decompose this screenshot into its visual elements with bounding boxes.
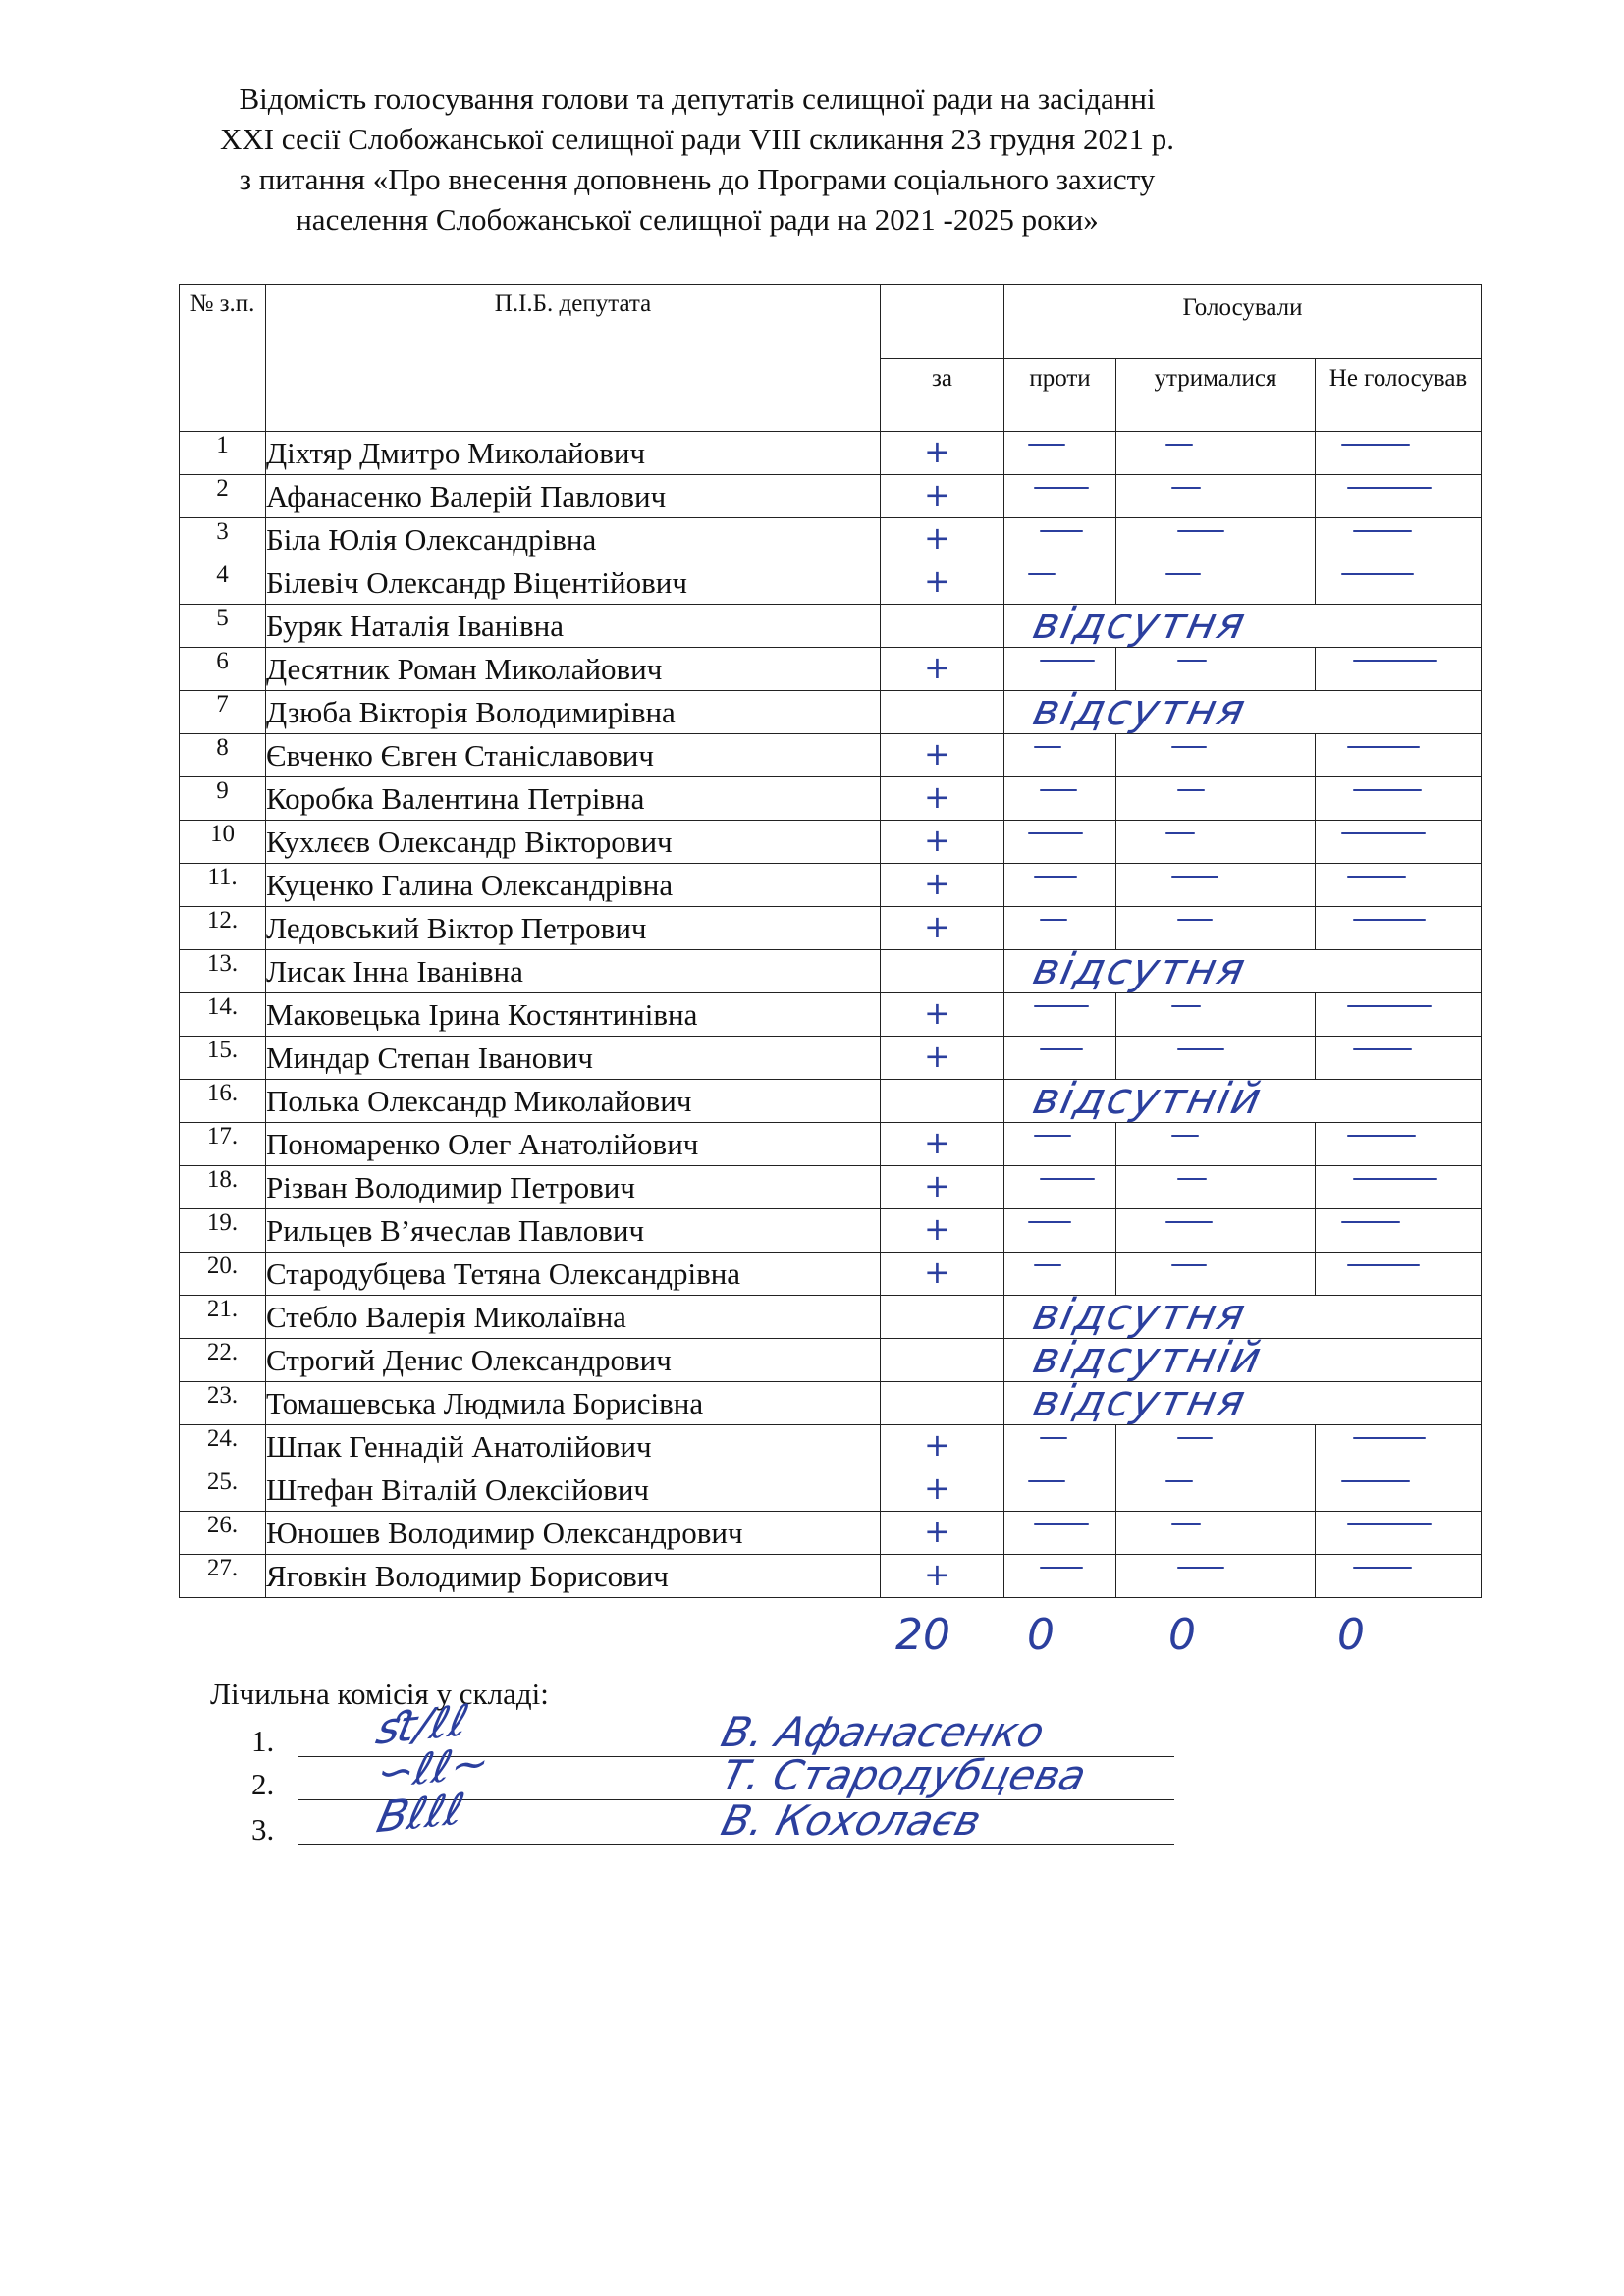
dash-mark (1040, 789, 1077, 791)
cell-not-voted (1316, 1037, 1482, 1080)
plus-mark: + (924, 822, 950, 859)
cell-abstained (1116, 734, 1316, 777)
deputy-name: Пономаренко Олег Анатолійович (266, 1123, 881, 1166)
cell-for (881, 561, 1004, 605)
cell-for (881, 1425, 1004, 1468)
total-for: 20 (895, 1610, 950, 1660)
dash-mark (1353, 919, 1426, 921)
total-not-voted: 0 (1337, 1610, 1365, 1660)
table-row (180, 691, 1482, 734)
deputy-name: Коробка Валентина Петрівна (266, 777, 881, 821)
plus-mark: + (924, 1469, 950, 1507)
document-title (157, 79, 1237, 240)
member-name: В. Афанасенко (716, 1708, 1050, 1756)
commission-label: Лічильна комісія у складі: (210, 1677, 549, 1711)
plus-mark: + (924, 1513, 950, 1550)
dash-mark (1165, 444, 1193, 446)
cell-against (1004, 1209, 1116, 1253)
cell-against (1004, 1123, 1116, 1166)
dash-mark (1165, 573, 1201, 575)
cell-not-voted (1316, 432, 1482, 475)
dash-mark (1040, 919, 1067, 921)
row-num: 8 (180, 734, 266, 777)
row-num: 22. (180, 1339, 266, 1382)
cell-abstained (1116, 432, 1316, 475)
cell-for (881, 1468, 1004, 1512)
total-against: 0 (1027, 1610, 1055, 1660)
dash-mark (1034, 1523, 1089, 1525)
cell-not-voted (1316, 1425, 1482, 1468)
cell-abstained (1116, 1425, 1316, 1468)
cell-abstained (1116, 1209, 1316, 1253)
cell-for (881, 518, 1004, 561)
cell-abstained (1116, 1166, 1316, 1209)
dash-mark (1347, 1135, 1416, 1137)
row-num: 12. (180, 907, 266, 950)
dash-mark (1353, 1178, 1437, 1180)
cell-against (1004, 475, 1116, 518)
deputy-name: Різван Володимир Петрович (266, 1166, 881, 1209)
cell-against (1004, 734, 1116, 777)
title-line-3: з питання «Про внесення доповнень до Програми соціального захисту (239, 162, 1156, 196)
cell-not-voted (1316, 734, 1482, 777)
cell-for (881, 1512, 1004, 1555)
row-num: 27. (180, 1555, 266, 1598)
dash-mark (1171, 1523, 1201, 1525)
table-row (180, 1555, 1482, 1598)
row-num: 18. (180, 1166, 266, 1209)
cell-for (881, 691, 1004, 734)
cell-against (1004, 1253, 1116, 1296)
dash-mark (1341, 1480, 1410, 1482)
plus-mark: + (924, 994, 950, 1032)
row-num: 14. (180, 993, 266, 1037)
dash-mark (1165, 1480, 1193, 1482)
deputy-name: Куценко Галина Олександрівна (266, 864, 881, 907)
table-row (180, 907, 1482, 950)
voting-table (179, 284, 1482, 1598)
cell-abstained (1116, 1555, 1316, 1598)
absent-note: відсутній (1028, 1333, 1268, 1383)
header-against: проти (1004, 359, 1116, 432)
cell-not-voted (1316, 1123, 1482, 1166)
row-num: 15. (180, 1037, 266, 1080)
row-num: 10 (180, 821, 266, 864)
cell-against (1004, 821, 1116, 864)
deputy-name: Білевіч Олександр Віцентійович (266, 561, 881, 605)
dash-mark (1040, 530, 1083, 532)
cell-for (881, 821, 1004, 864)
dash-mark (1034, 1005, 1089, 1007)
dash-mark (1171, 746, 1207, 748)
member-num: 2. (251, 1767, 275, 1801)
row-num: 4 (180, 561, 266, 605)
cell-for (881, 1209, 1004, 1253)
dash-mark (1353, 660, 1437, 662)
cell-for (881, 475, 1004, 518)
member-num: 3. (251, 1812, 275, 1846)
table-row (180, 821, 1482, 864)
row-num: 1 (180, 432, 266, 475)
deputy-name: Юношев Володимир Олександрович (266, 1512, 881, 1555)
table-row (180, 475, 1482, 518)
table-row (180, 734, 1482, 777)
cell-absent (1004, 944, 1482, 994)
dash-mark (1341, 832, 1426, 834)
table-row (180, 1296, 1482, 1339)
cell-for (881, 1037, 1004, 1080)
dash-mark (1171, 487, 1201, 489)
dash-mark (1040, 1178, 1095, 1180)
cell-for (881, 648, 1004, 691)
row-num: 19. (180, 1209, 266, 1253)
cell-for (881, 1080, 1004, 1123)
row-num: 3 (180, 518, 266, 561)
absent-note: відсутня (1028, 1290, 1252, 1340)
deputy-name: Лисак Інна Іванівна (266, 950, 881, 993)
dash-mark (1353, 789, 1422, 791)
table-row (180, 1166, 1482, 1209)
dash-mark (1171, 1005, 1201, 1007)
cell-against (1004, 1468, 1116, 1512)
row-num: 21. (180, 1296, 266, 1339)
cell-not-voted (1316, 1555, 1482, 1598)
dash-mark (1034, 1264, 1061, 1266)
plus-mark: + (924, 476, 950, 513)
plus-mark: + (924, 908, 950, 945)
dash-mark (1177, 1437, 1213, 1439)
dash-mark (1040, 1567, 1083, 1569)
header-voted: Голосували (1004, 285, 1482, 359)
table-row (180, 605, 1482, 648)
cell-for (881, 907, 1004, 950)
cell-against (1004, 1037, 1116, 1080)
cell-not-voted (1316, 864, 1482, 907)
cell-abstained (1116, 1512, 1316, 1555)
absent-note: відсутній (1028, 1074, 1268, 1124)
cell-abstained (1116, 1253, 1316, 1296)
dash-mark (1171, 1264, 1207, 1266)
cell-abstained (1116, 648, 1316, 691)
row-num: 23. (180, 1382, 266, 1425)
dash-mark (1353, 530, 1412, 532)
signature-scribble: ∽ℓℓ∼ (371, 1737, 495, 1799)
plus-mark: + (924, 1210, 950, 1248)
table-row (180, 864, 1482, 907)
deputy-name: Ледовський Віктор Петрович (266, 907, 881, 950)
table-row (180, 1339, 1482, 1382)
cell-abstained (1116, 475, 1316, 518)
table-row (180, 1382, 1482, 1425)
dash-mark (1171, 1135, 1199, 1137)
header-for: за (881, 359, 1004, 432)
cell-against (1004, 648, 1116, 691)
row-num: 16. (180, 1080, 266, 1123)
cell-absent (1004, 685, 1482, 735)
cell-not-voted (1316, 1166, 1482, 1209)
dash-mark (1034, 1135, 1071, 1137)
signature-scribble: ﬆ∕ℓℓ (372, 1695, 473, 1755)
cell-abstained (1116, 907, 1316, 950)
dash-mark (1341, 573, 1414, 575)
row-num: 20. (180, 1253, 266, 1296)
total-abstained: 0 (1168, 1610, 1196, 1660)
cell-absent (1004, 1376, 1482, 1426)
cell-for (881, 993, 1004, 1037)
dash-mark (1040, 660, 1095, 662)
deputy-name: Стебло Валерія Миколаївна (266, 1296, 881, 1339)
cell-not-voted (1316, 475, 1482, 518)
row-num: 17. (180, 1123, 266, 1166)
cell-for (881, 1555, 1004, 1598)
dash-mark (1028, 832, 1083, 834)
table-row (180, 1209, 1482, 1253)
cell-against (1004, 518, 1116, 561)
plus-mark: + (924, 1426, 950, 1464)
cell-abstained (1116, 864, 1316, 907)
dash-mark (1177, 1048, 1224, 1050)
cell-for (881, 1166, 1004, 1209)
absent-note: відсутня (1028, 599, 1252, 649)
dash-mark (1353, 1048, 1412, 1050)
cell-absent (1004, 1333, 1482, 1383)
cell-against (1004, 993, 1116, 1037)
deputy-name: Строгий Денис Олександрович (266, 1339, 881, 1382)
row-num: 9 (180, 777, 266, 821)
dash-mark (1177, 1567, 1224, 1569)
dash-mark (1353, 1437, 1426, 1439)
signature-scribble: Bℓℓℓ (372, 1784, 469, 1843)
header-empty (881, 285, 1004, 359)
deputy-name: Рильцев В’ячеслав Павлович (266, 1209, 881, 1253)
dash-mark (1034, 487, 1089, 489)
plus-mark: + (924, 433, 950, 470)
dash-mark (1177, 789, 1205, 791)
table-row (180, 1425, 1482, 1468)
plus-mark: + (924, 1124, 950, 1161)
cell-against (1004, 561, 1116, 605)
plus-mark: + (924, 1254, 950, 1291)
cell-for (881, 1296, 1004, 1339)
cell-not-voted (1316, 907, 1482, 950)
cell-for (881, 864, 1004, 907)
cell-abstained (1116, 1468, 1316, 1512)
dash-mark (1347, 1264, 1420, 1266)
cell-not-voted (1316, 648, 1482, 691)
table-row (180, 432, 1482, 475)
deputy-name: Буряк Наталія Іванівна (266, 605, 881, 648)
cell-absent (1004, 1290, 1482, 1340)
cell-for (881, 777, 1004, 821)
cell-for (881, 432, 1004, 475)
table-row (180, 1037, 1482, 1080)
absent-note: відсутня (1028, 1376, 1252, 1426)
deputy-name: Афанасенко Валерій Павлович (266, 475, 881, 518)
table-row (180, 561, 1482, 605)
dash-mark (1341, 444, 1410, 446)
cell-against (1004, 1166, 1116, 1209)
dash-mark (1028, 573, 1056, 575)
dash-mark (1028, 444, 1065, 446)
dash-mark (1177, 1178, 1207, 1180)
dash-mark (1341, 1221, 1400, 1223)
cell-for (881, 1123, 1004, 1166)
cell-abstained (1116, 821, 1316, 864)
member-name: Т. Стародубцева (716, 1751, 1092, 1799)
cell-not-voted (1316, 518, 1482, 561)
cell-against (1004, 777, 1116, 821)
deputy-name: Біла Юлія Олександрівна (266, 518, 881, 561)
table-row (180, 1080, 1482, 1123)
cell-abstained (1116, 1037, 1316, 1080)
cell-for (881, 1253, 1004, 1296)
row-num: 5 (180, 605, 266, 648)
deputy-name: Кухлєєв Олександр Вікторович (266, 821, 881, 864)
deputy-name: Дзюба Вікторія Володимирівна (266, 691, 881, 734)
cell-against (1004, 432, 1116, 475)
header-num: № з.п. (180, 285, 266, 432)
dash-mark (1034, 746, 1061, 748)
plus-mark: + (924, 649, 950, 686)
title-line-1: Відомість голосування голови та депутатів селищної ради на засіданні (239, 81, 1156, 116)
deputy-name: Яговкін Володимир Борисович (266, 1555, 881, 1598)
row-num: 2 (180, 475, 266, 518)
cell-not-voted (1316, 1512, 1482, 1555)
cell-abstained (1116, 993, 1316, 1037)
dash-mark (1347, 746, 1420, 748)
deputy-name: Полька Олександр Миколайович (266, 1080, 881, 1123)
dash-mark (1347, 876, 1406, 878)
deputy-name: Стародубцева Тетяна Олександрівна (266, 1253, 881, 1296)
row-num: 24. (180, 1425, 266, 1468)
cell-not-voted (1316, 1209, 1482, 1253)
cell-against (1004, 1555, 1116, 1598)
plus-mark: + (924, 562, 950, 600)
cell-against (1004, 1512, 1116, 1555)
dash-mark (1165, 1221, 1213, 1223)
table-body (180, 432, 1482, 1598)
dash-mark (1177, 660, 1207, 662)
table-row (180, 993, 1482, 1037)
cell-abstained (1116, 518, 1316, 561)
cell-abstained (1116, 1123, 1316, 1166)
header-not-voted: Не голосував (1316, 359, 1482, 432)
absent-note: відсутня (1028, 685, 1252, 735)
deputy-name: Миндар Степан Іванович (266, 1037, 881, 1080)
plus-mark: + (924, 1167, 950, 1204)
table-row (180, 1123, 1482, 1166)
cell-absent (1004, 1074, 1482, 1124)
cell-not-voted (1316, 561, 1482, 605)
cell-against (1004, 907, 1116, 950)
dash-mark (1040, 1437, 1067, 1439)
cell-for (881, 1382, 1004, 1425)
dash-mark (1347, 487, 1432, 489)
table-row (180, 518, 1482, 561)
row-num: 26. (180, 1512, 266, 1555)
row-num: 13. (180, 950, 266, 993)
row-num: 6 (180, 648, 266, 691)
cell-not-voted (1316, 1253, 1482, 1296)
cell-for (881, 605, 1004, 648)
cell-absent (1004, 599, 1482, 649)
cell-abstained (1116, 777, 1316, 821)
plus-mark: + (924, 735, 950, 773)
table-row (180, 1512, 1482, 1555)
dash-mark (1171, 876, 1218, 878)
signature-line (298, 1844, 1174, 1845)
cell-not-voted (1316, 777, 1482, 821)
row-num: 11. (180, 864, 266, 907)
deputy-name: Шпак Геннадій Анатолійович (266, 1425, 881, 1468)
cell-for (881, 950, 1004, 993)
dash-mark (1177, 919, 1213, 921)
row-num: 7 (180, 691, 266, 734)
cell-abstained (1116, 561, 1316, 605)
deputy-name: Діхтяр Дмитро Миколайович (266, 432, 881, 475)
commission-member (251, 1784, 1174, 1851)
cell-for (881, 734, 1004, 777)
deputy-name: Євченко Євген Станіславович (266, 734, 881, 777)
dash-mark (1353, 1567, 1412, 1569)
deputy-name: Штефан Віталій Олексійович (266, 1468, 881, 1512)
dash-mark (1177, 530, 1224, 532)
table-row (180, 950, 1482, 993)
table-row (180, 648, 1482, 691)
plus-mark: + (924, 778, 950, 816)
member-name: В. Кохолаєв (716, 1796, 987, 1844)
dash-mark (1028, 1480, 1065, 1482)
dash-mark (1347, 1523, 1432, 1525)
member-num: 1. (251, 1724, 275, 1758)
table-row (180, 1253, 1482, 1296)
header-name: П.І.Б. депутата (266, 285, 881, 432)
title-line-2: XXI сесії Слобожанської селищної ради VIII скликання 23 грудня 2021 р. (219, 122, 1175, 156)
absent-note: відсутня (1028, 944, 1252, 994)
dash-mark (1165, 832, 1195, 834)
title-line-4: населення Слобожанської селищної ради на 2021 -2025 роки» (296, 202, 1099, 237)
cell-against (1004, 1425, 1116, 1468)
plus-mark: + (924, 1038, 950, 1075)
plus-mark: + (924, 865, 950, 902)
header-abstained: утрималися (1116, 359, 1316, 432)
cell-not-voted (1316, 1468, 1482, 1512)
deputy-name: Томашевська Людмила Борисівна (266, 1382, 881, 1425)
deputy-name: Десятник Роман Миколайович (266, 648, 881, 691)
dash-mark (1028, 1221, 1071, 1223)
deputy-name: Маковецька Ірина Костянтинівна (266, 993, 881, 1037)
dash-mark (1347, 1005, 1432, 1007)
row-num: 25. (180, 1468, 266, 1512)
cell-not-voted (1316, 993, 1482, 1037)
table-row (180, 777, 1482, 821)
dash-mark (1034, 876, 1077, 878)
cell-for (881, 1339, 1004, 1382)
plus-mark: + (924, 519, 950, 557)
plus-mark: + (924, 1556, 950, 1593)
cell-not-voted (1316, 821, 1482, 864)
cell-against (1004, 864, 1116, 907)
dash-mark (1040, 1048, 1083, 1050)
table-row (180, 1468, 1482, 1512)
